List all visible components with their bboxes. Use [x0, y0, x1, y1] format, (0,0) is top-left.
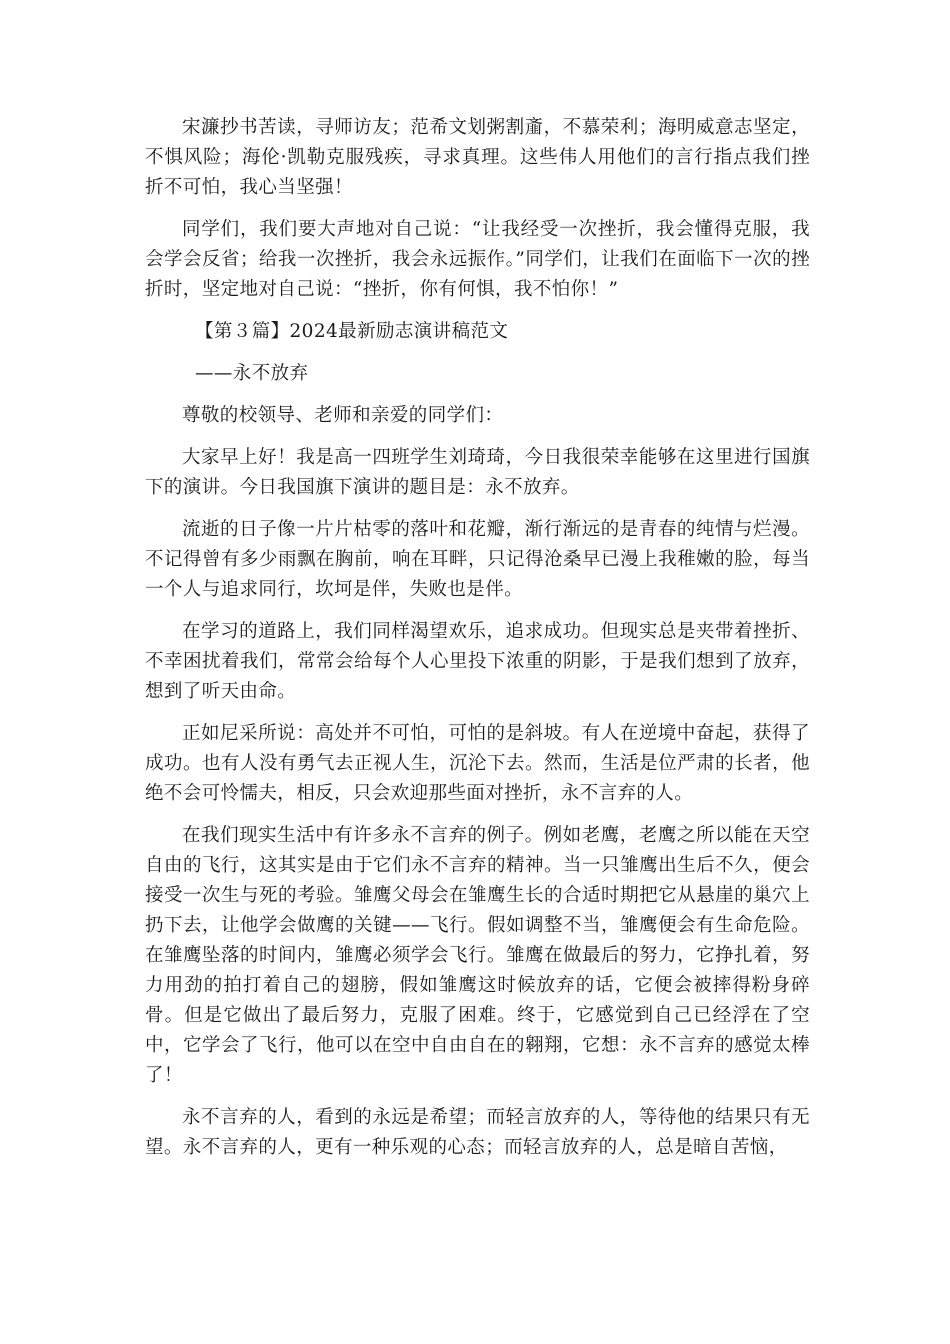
paragraph-great-people: 宋濂抄书苦读，寻师访友；范希文划粥割齑，不慕荣利；海明威意志坚定，不惧风险；海伦·凯勒克服残疾，寻求真理。这些伟人用他们的言行指点我们挫折不可怕，我心当坚强！ [145, 117, 810, 198]
paragraph-nietzsche: 正如尼采所说：高处并不可怕，可怕的是斜坡。有人在逆境中奋起，获得了成功。也有人没有勇气去正视人生，沉沦下去。然而，生活是位严肃的长者，他绝不会可怜懦夫，相反，只会欢迎那些面对挫折，永不言弃的人。 [145, 723, 810, 804]
document-content [145, 113, 810, 1175]
paragraph-eagle: 在我们现实生活中有许多永不言弃的例子。例如老鹰，老鹰之所以能在天空自由的飞行，这其实是由于它们永不言弃的精神。当一只雏鹰出生后不久，便会接受一次生与死的考验。雏鹰父母会在雏鹰生长的合适时期把它从悬崖的巢穴上扔下去，让他学会做鹰的关键——飞行。假如调整不当，雏鹰便会有生命危险。在雏鹰坠落的时间内，雏鹰必须学会飞行。雏鹰在做最后的努力，它挣扎着，努力用劲的拍打着自己的翅膀，假如雏鹰这时候放弃的话，它便会被摔得粉身碎骨。但是它做出了最后努力，克服了困难。终于，它感觉到自己已经浮在了空中，它学会了飞行，他可以在空中自由自在的翱翔，它想：永不言弃的感觉太棒了！ [145, 825, 810, 1086]
paragraph-classmates: 同学们，我们要大声地对自己说：“让我经受一次挫折，我会懂得克服，我会学会反省；给我一次挫折，我会永远振作。”同学们，让我们在面临下一次的挫折时，坚定地对自己说：“挫折，你有何惧，我不怕你！” [145, 219, 810, 300]
salutation: 尊敬的校领导、老师和亲爱的同学们： [182, 405, 504, 426]
section-heading: 【第３篇】2024最新励志演讲稿范文 [195, 321, 509, 342]
paragraph-greeting: 大家早上好！我是高一四班学生刘琦琦，今日我很荣幸能够在这里进行国旗下的演讲。今日我国旗下演讲的题目是：永不放弃。 [145, 447, 810, 498]
paragraph-learning-road: 在学习的道路上，我们同样渴望欢乐，追求成功。但现实总是夹带着挫折、不幸困扰着我们，常常会给每个人心里投下浓重的阴影，于是我们想到了放弃，想到了听天由命。 [145, 621, 810, 702]
paragraph-days-passing: 流逝的日子像一片片枯零的落叶和花瓣，渐行渐远的是青春的纯情与烂漫。不记得曾有多少雨飘在胸前，响在耳畔，只记得沧桑早已漫上我稚嫩的脸，每当一个人与追求同行，坎坷是伴，失败也是伴。 [145, 519, 810, 600]
speech-subtitle: ——永不放弃 [195, 363, 309, 384]
paragraph-never-give-up: 永不言弃的人，看到的永远是希望；而轻言放弃的人，等待他的结果只有无望。永不言弃的人，更有一种乐观的心态；而轻言放弃的人，总是暗自苦恼， [145, 1107, 810, 1158]
